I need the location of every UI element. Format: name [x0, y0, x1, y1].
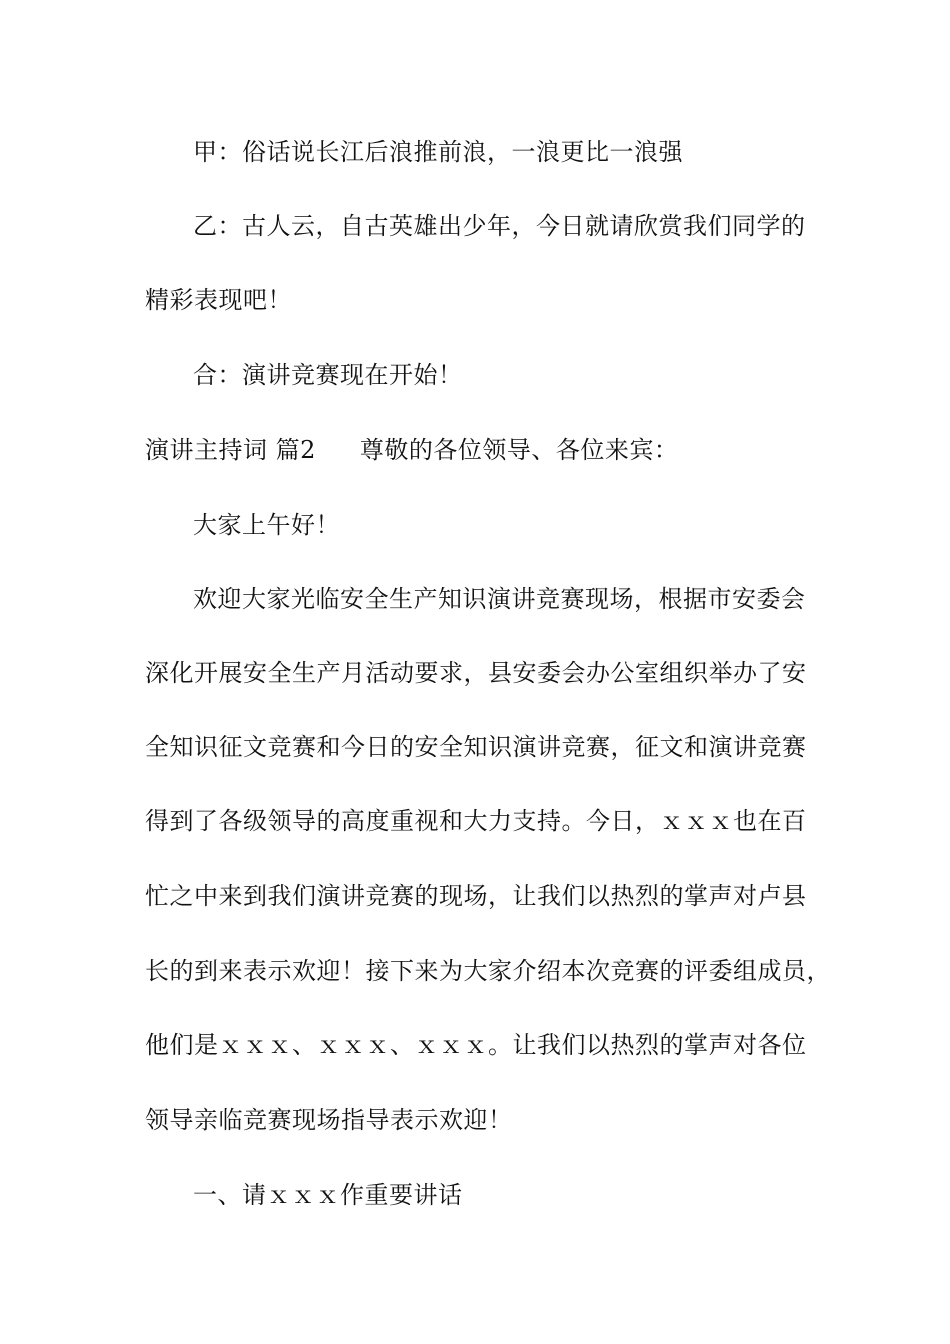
paragraph-line: 领导亲临竞赛现场指导表示欢迎！	[145, 1106, 513, 1134]
paragraph-line: 得到了各级领导的高度重视和大力支持。今日，ｘｘｘ也在百	[145, 807, 807, 835]
paragraph-line: 他们是ｘｘｘ、ｘｘｘ、ｘｘｘ。让我们以热烈的掌声对各位	[145, 1031, 807, 1059]
section-heading: 演讲主持词 篇2	[145, 436, 316, 464]
paragraph-line: 深化开展安全生产月活动要求，县安委会办公室组织举办了安	[145, 659, 807, 687]
paragraph-line: 大家上午好！	[193, 511, 340, 539]
paragraph-line: 一、请ｘｘｘ作重要讲话	[193, 1181, 463, 1209]
paragraph-line: 长的到来表示欢迎！接下来为大家介绍本次竞赛的评委组成员，	[145, 957, 831, 985]
paragraph-line: 忙之中来到我们演讲竞赛的现场，让我们以热烈的掌声对卢县	[145, 882, 807, 910]
paragraph-line: 精彩表现吧！	[145, 286, 292, 314]
paragraph-line: 全知识征文竞赛和今日的安全知识演讲竞赛，征文和演讲竞赛	[145, 733, 807, 761]
paragraph-line: 甲：俗话说长江后浪推前浪，一浪更比一浪强	[193, 138, 683, 166]
paragraph-line: 乙：古人云，自古英雄出少年，今日就请欣赏我们同学的	[193, 212, 806, 240]
section-heading-line	[145, 435, 845, 465]
salutation: 尊敬的各位领导、各位来宾：	[359, 436, 679, 464]
paragraph-line: 合：演讲竞赛现在开始！	[193, 361, 463, 389]
paragraph-line: 欢迎大家光临安全生产知识演讲竞赛现场，根据市安委会	[193, 585, 806, 613]
